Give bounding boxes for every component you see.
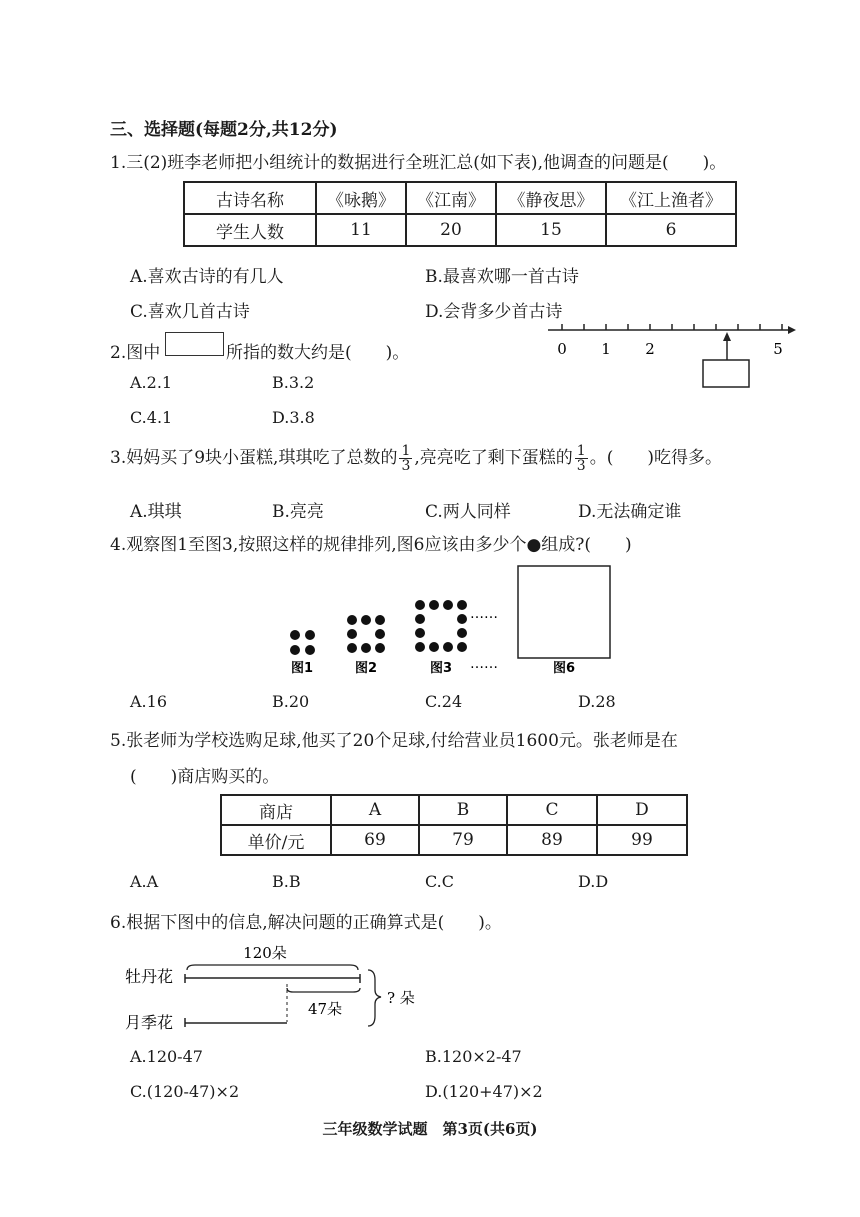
q3-option-b: B.亮亮 (272, 502, 324, 522)
q3-option-a: A.琪琪 (130, 502, 182, 522)
q6-option-c: C.(120-47)×2 (130, 1082, 240, 1101)
q1-table-cell: 《江上渔者》 (606, 182, 736, 214)
label-figure-3: 图3 (429, 661, 453, 676)
pointer-box (703, 360, 749, 387)
number-line-figure (540, 318, 800, 393)
figure-3-dots (415, 600, 467, 652)
q5-stem-line1: 5.张老师为学校选购足球,他买了20个足球,付给营业员1600元。张老师是在 (110, 731, 678, 751)
q6-stem: 6.根据下图中的信息,解决问题的正确算式是( )。 (110, 913, 502, 933)
number-line-arrow-head (788, 326, 796, 334)
q5-table (220, 794, 688, 856)
q1-option-d: D.会背多少首古诗 (425, 302, 563, 322)
q5-option-c: C.C (425, 872, 454, 891)
q3-option-d: D.无法确定谁 (578, 502, 682, 522)
q5-table-cell: D (597, 795, 687, 825)
q1-table-cell: 《静夜思》 (496, 182, 606, 214)
q3-fraction-2-denominator: 3 (576, 458, 586, 474)
q5-table-cell: 单价/元 (221, 825, 331, 855)
label-47: 47朵 (307, 1000, 343, 1018)
q4-stem: 4.观察图1至图3,按照这样的规律排列,图6应该由多少个●组成?( ) (110, 535, 632, 555)
figure-2-dots (347, 615, 385, 653)
q2-option-b: B.3.2 (272, 373, 315, 392)
q5-table-cell: A (331, 795, 419, 825)
diff-brace (287, 988, 360, 992)
pointer-arrow-head (723, 332, 731, 341)
q2-answer-box (165, 332, 224, 356)
q3-stem-a: 3.妈妈买了9块小蛋糕,琪琪吃了总数的 (110, 448, 398, 468)
q4-option-c: C.24 (425, 692, 463, 711)
q6-option-d: D.(120+47)×2 (425, 1082, 543, 1101)
q2-option-d: D.3.8 (272, 408, 315, 427)
label-0: 0 (557, 340, 567, 358)
q5-table-cell: 99 (597, 825, 687, 855)
q3-stem (110, 443, 722, 473)
q1-table-cell: 《咏鹅》 (316, 182, 406, 214)
section-title: 三、选择题(每题2分,共12分) (110, 120, 338, 140)
q1-option-a: A.喜欢古诗的有几人 (130, 267, 284, 287)
q1-table-cell: 古诗名称 (184, 182, 316, 214)
figure-6-box (518, 566, 610, 658)
q1-table-cell: 15 (496, 214, 606, 246)
q5-option-a: A.A (130, 872, 159, 891)
figure-1-dots (290, 630, 315, 655)
q5-table-cell: 79 (419, 825, 507, 855)
label-figure-1: 图1 (290, 661, 314, 676)
q3-fraction-1-numerator: 1 (401, 443, 411, 459)
total-brace (368, 970, 381, 1026)
q6-bar-diagram (125, 940, 445, 1035)
q3-fraction-1-denominator: 3 (401, 458, 411, 474)
q3-stem-b: ,亮亮吃了剩下蛋糕的 (414, 448, 573, 468)
q5-table-cell: 商店 (221, 795, 331, 825)
q5-table-cell: C (507, 795, 597, 825)
q5-stem-line2: ( )商店购买的。 (130, 767, 280, 787)
q4-option-a: A.16 (130, 692, 167, 711)
label-rose: 月季花 (125, 1013, 174, 1032)
q2-stem-pre: 2.图中 (110, 343, 161, 363)
q3-fraction-1 (399, 444, 412, 473)
q4-option-b: B.20 (272, 692, 310, 711)
label-peony: 牡丹花 (125, 967, 174, 986)
q3-stem-c: 。( )吃得多。 (589, 448, 722, 468)
q5-table-cell: 69 (331, 825, 419, 855)
q1-option-c: C.喜欢几首古诗 (130, 302, 250, 322)
q2-option-a: A.2.1 (130, 373, 173, 392)
q5-option-d: D.D (578, 872, 609, 891)
q1-table-cell: 学生人数 (184, 214, 316, 246)
q1-table-cell: 20 (406, 214, 496, 246)
q5-table-cell: B (419, 795, 507, 825)
q6-option-b: B.120×2-47 (425, 1047, 522, 1066)
label-120: 120朵 (243, 944, 287, 962)
q3-option-c: C.两人同样 (425, 502, 511, 522)
label-total: ? 朵 (387, 989, 415, 1007)
q4-option-d: D.28 (578, 692, 616, 711)
q5-table-cell: 89 (507, 825, 597, 855)
ellipsis-bottom: …… (470, 656, 498, 672)
q2-stem-post: 所指的数大约是( )。 (226, 343, 410, 363)
q4-pattern-figure (280, 560, 620, 680)
label-2: 2 (645, 340, 655, 358)
q5-option-b: B.B (272, 872, 301, 891)
q2-option-c: C.4.1 (130, 408, 173, 427)
q3-fraction-2-numerator: 1 (576, 443, 586, 459)
q1-table (183, 181, 737, 247)
label-figure-2: 图2 (354, 661, 378, 676)
ellipsis-top: …… (470, 606, 498, 622)
q6-option-a: A.120-47 (130, 1047, 203, 1066)
top-brace (187, 965, 358, 970)
q1-option-b: B.最喜欢哪一首古诗 (425, 267, 579, 287)
q1-table-cell: 11 (316, 214, 406, 246)
label-5: 5 (773, 340, 783, 358)
q1-stem: 1.三(2)班李老师把小组统计的数据进行全班汇总(如下表),他调查的问题是( )。 (110, 153, 727, 173)
q3-fraction-2 (575, 444, 588, 473)
label-figure-6: 图6 (552, 661, 576, 676)
page-footer: 三年级数学试题 第3页(共6页) (322, 1120, 538, 1138)
label-1: 1 (601, 340, 611, 358)
q1-table-cell: 6 (606, 214, 736, 246)
q1-table-cell: 《江南》 (406, 182, 496, 214)
